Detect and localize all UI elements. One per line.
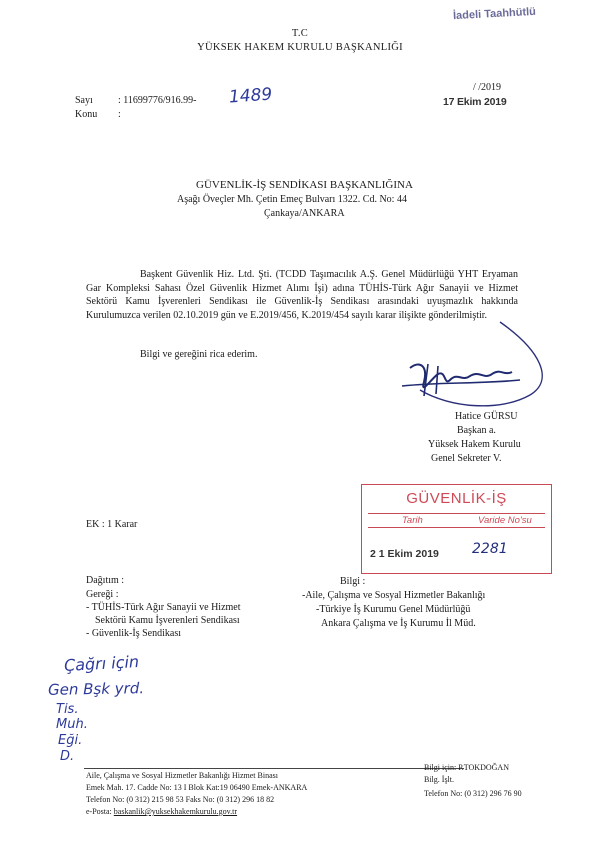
geregi-item-3: - Güvenlik-İş Sendikası [86, 628, 181, 639]
konu-value: : [118, 109, 121, 120]
footer-address-1: Aile, Çalışma ve Sosyal Hizmetler Bakanlığı Hizmet Binası [86, 771, 278, 780]
footer-divider [84, 768, 464, 769]
footer-contact-person: Bilgi için: P.TOKDOĞAN [424, 763, 509, 772]
bilgi-item-1: -Aile, Çalışma ve Sosyal Hizmetler Bakanlığı [302, 590, 486, 601]
addressee-city: Çankaya/ANKARA [264, 208, 345, 219]
bilgi-item-3: Ankara Çalışma ve İş Kurumu İl Müd. [321, 618, 476, 629]
addressee-address: Aşağı Öveçler Mh. Çetin Emeç Bulvarı 1322. Cd. No: 44 [177, 194, 407, 205]
header-institution: YÜKSEK HAKEM KURULU BAŞKANLIĞI [197, 42, 403, 53]
receipt-stamp-date-label: Tarih [402, 515, 423, 526]
registered-mail-stamp: İadeli Taahhütlü [452, 5, 537, 23]
konu-label: Konu [75, 109, 98, 120]
bilgi-item-2: -Türkiye İş Kurumu Genel Müdürlüğü [316, 604, 471, 615]
sayi-label: Sayı [75, 95, 93, 106]
receipt-stamp-date: 2 1 Ekim 2019 [370, 548, 439, 560]
header-tc: T.C [291, 28, 309, 39]
body-closing: Bilgi ve gereğini rica ederim. [140, 349, 258, 360]
handwritten-note-5: Eği. [58, 733, 83, 748]
footer-contact-phone: Telefon No: (0 312) 296 76 90 [424, 789, 522, 798]
receipt-stamp-label-row [368, 513, 545, 528]
geregi-item-1: - TÜHİS-Türk Ağır Sanayii ve Hizmet [86, 602, 241, 613]
footer-address-2: Emek Mah. 17. Cadde No: 13 I Blok Kat:19 06490 Emek-ANKARA [86, 783, 308, 792]
signature-scribble [380, 320, 560, 420]
signer-name: Hatice GÜRSU [455, 411, 518, 422]
receipt-stamp-number-label: Varide No'su [478, 515, 532, 526]
dagitim-label: Dağıtım : [86, 575, 125, 586]
handwritten-note-3: Tis. [56, 702, 79, 717]
receipt-stamp-divider [368, 527, 545, 528]
receipt-stamp-title: GÜVENLİK-İŞ [406, 490, 507, 507]
sayi-handwritten-number: 1489 [228, 84, 273, 108]
handwritten-note-4: Muh. [56, 717, 88, 732]
date-template: / /2019 [473, 82, 502, 93]
footer-email-link[interactable]: baskanlik@yuksekhakemkurulu.gov.tr [113, 807, 238, 816]
bilgi-label: Bilgi : [340, 576, 366, 587]
footer-email-row [86, 807, 237, 818]
attachment-line: EK : 1 Karar [86, 519, 138, 530]
footer-email-label: e-Posta: [86, 807, 114, 816]
signer-title-2: Yüksek Hakem Kurulu [428, 439, 521, 450]
receipt-stamp [361, 484, 552, 574]
footer-contact-title: Bilg. İşlt. [424, 775, 455, 784]
handwritten-note-2: Gen Bşk yrd. [47, 679, 145, 699]
geregi-label: Gereği : [86, 589, 119, 600]
handwritten-note-6: D. [60, 749, 75, 764]
sayi-value: : 11699776/916.99- [118, 95, 197, 106]
geregi-item-2: Sektörü Kamu İşverenleri Sendikası [95, 615, 240, 626]
handwritten-note-1: Çağrı için [63, 652, 140, 675]
signer-title-1: Başkan a. [457, 425, 496, 436]
footer-phone: Telefon No: (0 312) 215 98 53 Faks No: (0 312) 296 18 82 [86, 795, 275, 804]
addressee-name: GÜVENLİK-İŞ SENDİKASI BAŞKANLIĞINA [196, 179, 413, 191]
date-stamp: 17 Ekim 2019 [443, 96, 507, 108]
signer-title-3: Genel Sekreter V. [431, 453, 502, 464]
body-paragraph: Başkent Güvenlik Hiz. Ltd. Şti. (TCDD Taşımacılık A.Ş. Genel Müdürlüğü YHT Eryaman Gar Kompleksi Sahası Özel Güvenlik Hizmet Alımı İşi) adına TÜHİS-Türk Ağır Sanayii ve Hizmet Sektörü Kamu İşverenleri Sendikası ile Güvenlik-İş Sendikası arasındaki uyuşmazlık hakkında Kurulumuzca verilen 02.10.2019 gün ve E.2019/456, K.2019/454 sayılı karar ilişikte gönderilmiştir. [86, 269, 518, 321]
receipt-stamp-number: 2281 [472, 541, 508, 557]
